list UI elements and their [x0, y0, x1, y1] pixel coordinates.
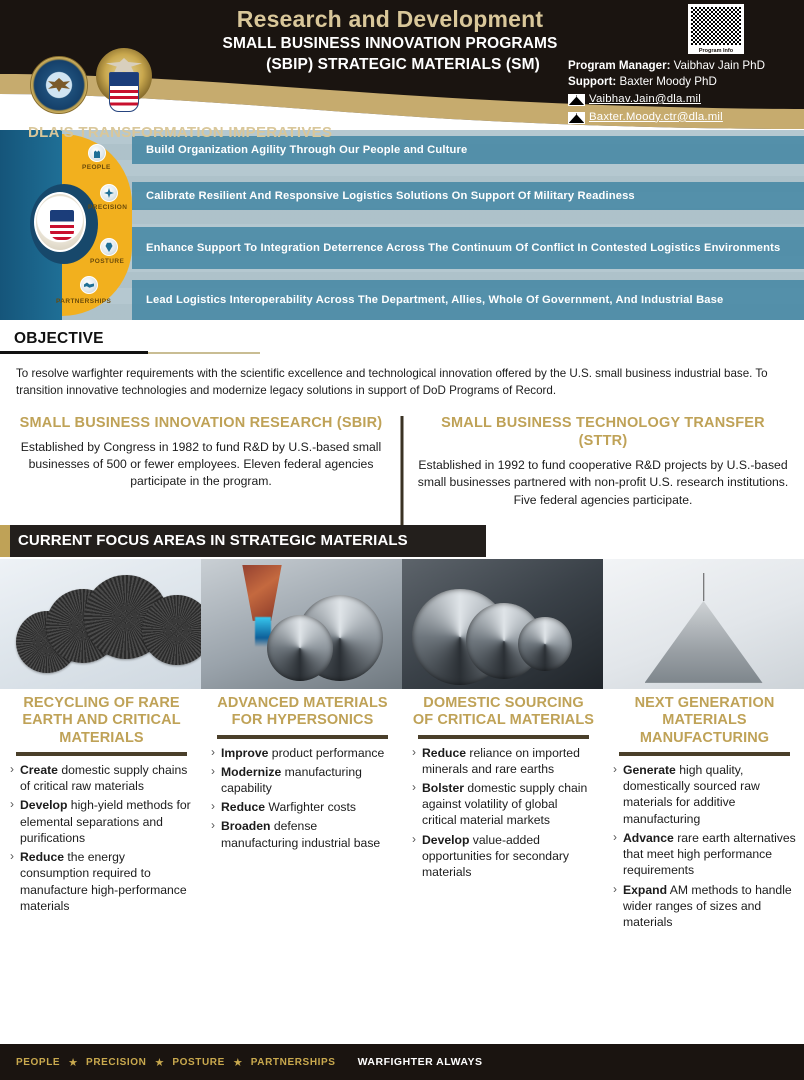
chevron-right-icon: › — [10, 849, 14, 864]
imperatives-title: DLA'S TRANSFORMATION IMPERATIVES — [28, 124, 333, 141]
people-icon — [88, 144, 106, 162]
focus-areas-columns — [0, 689, 804, 933]
list-item-rest: manufacturing capability — [221, 764, 362, 796]
chevron-right-icon: › — [211, 744, 215, 759]
list-item — [211, 764, 394, 796]
list-item-rest: Warfighter costs — [265, 800, 357, 815]
image-machined-metal-rings — [402, 559, 603, 689]
list-item-rest: reliance on imported minerals and rare earths — [422, 745, 580, 776]
list-item-rest: domestic supply chain against volatility of global critical material markets — [422, 781, 588, 828]
chevron-right-icon: › — [412, 780, 416, 795]
page-subtitle-line2: (SBIP) STRATEGIC MATERIALS (SM) — [266, 55, 540, 73]
email-link-manager[interactable]: Vaibhav.Jain@dla.mil — [589, 92, 702, 105]
list-item-rest: AM methods to handle wider ranges of sizes and materials — [623, 882, 792, 929]
list-item — [211, 745, 394, 761]
focus-column-hypersonics — [201, 695, 402, 933]
list-item-lead: Advance — [623, 830, 674, 845]
list-item-rest: product performance — [268, 745, 385, 760]
imperative-row-3: Enhance Support To Integration Deterrence Across The Continuum Of Conflict In Contested Logistics Environments — [132, 227, 804, 269]
program-info-qr[interactable] — [688, 4, 744, 54]
current-focus-banner-label: CURRENT FOCUS AREAS IN STRATEGIC MATERIALS — [18, 532, 408, 550]
list-item-lead: Broaden — [221, 819, 271, 834]
department-of-defense-seal-icon — [30, 56, 88, 114]
focus-rule — [418, 735, 589, 739]
header-titles — [180, 6, 600, 75]
chevron-right-icon: › — [211, 763, 215, 778]
image-recycled-rare-earth-discs — [0, 559, 201, 689]
email-row-manager[interactable] — [568, 92, 800, 108]
list-item-rest: high quality, domestically sourced raw materials for additive manufacturing — [623, 763, 760, 826]
qr-caption: Program Info — [688, 48, 744, 54]
contact-block — [568, 58, 800, 125]
wheel-label-precision: PRECISION — [88, 204, 128, 211]
list-item-lead: Bolster — [422, 781, 464, 796]
focus-image-strip — [0, 559, 804, 689]
footer-word-posture: POSTURE — [172, 1056, 225, 1068]
posture-pin-icon — [100, 238, 118, 256]
sttr-text: Established in 1992 to fund cooperative R&D projects by U.S.-based small businesses partnered with non-profit U.S. research institutions. Five federal agencies participate. — [417, 457, 789, 507]
list-item-rest: rare earth alternatives that meet high performance requirements — [623, 830, 796, 878]
list-item — [412, 745, 595, 777]
star-icon: ★ — [154, 1056, 165, 1069]
list-item — [10, 849, 193, 914]
list-item-lead: Develop — [20, 798, 68, 813]
page-title: Research and Development — [236, 6, 544, 32]
list-item-lead: Generate — [623, 763, 676, 777]
wheel-label-partnerships: PARTNERSHIPS — [56, 298, 112, 305]
program-manager-line — [568, 58, 800, 74]
partnerships-handshake-icon — [80, 276, 98, 294]
chevron-right-icon: › — [10, 797, 14, 812]
list-item-lead: Reduce — [221, 800, 266, 815]
list-item-lead: Modernize — [221, 764, 282, 779]
focus-heading-recycling: RECYCLING OF RARE EARTH AND CRITICAL MATERIALS — [22, 694, 181, 746]
agency-seals — [30, 48, 152, 114]
footer-word-partnerships: PARTNERSHIPS — [250, 1056, 336, 1068]
banner-gold-tab — [0, 525, 10, 557]
list-item — [412, 832, 595, 881]
list-item — [613, 882, 796, 931]
image-hypersonics-additive-nozzle — [201, 559, 402, 689]
focus-column-next-gen-manufacturing — [603, 695, 804, 933]
sbir-heading: SMALL BUSINESS INNOVATION RESEARCH (SBIR) — [19, 414, 383, 431]
current-focus-banner — [0, 525, 486, 557]
envelope-icon — [568, 112, 585, 124]
list-item-lead: Create — [20, 763, 58, 777]
focus-column-domestic-sourcing — [402, 695, 603, 933]
chevron-right-icon: › — [211, 799, 215, 814]
objective-section — [0, 320, 804, 509]
focus-rule — [217, 735, 388, 739]
email-row-support[interactable] — [568, 110, 800, 126]
list-item — [613, 762, 796, 827]
focus-rule — [619, 752, 790, 756]
imperatives-rows — [132, 130, 804, 320]
list-item-rest: defense manufacturing industrial base — [221, 819, 381, 850]
focus-column-recycling — [0, 695, 201, 933]
support-line — [568, 74, 800, 90]
chevron-right-icon: › — [613, 829, 617, 844]
focus-heading-next-gen-manufacturing: NEXT GENERATION MATERIALS MANUFACTURING — [634, 694, 775, 746]
footer-word-people: PEOPLE — [16, 1056, 61, 1068]
list-item — [10, 797, 193, 846]
list-item-rest: the energy consumption required to manufacture high-performance materials — [20, 850, 187, 913]
focus-banner-wrap — [0, 525, 804, 559]
objective-body-text: To resolve warfighter requirements with the scientific excellence and technological innovation offered by the U.S. small business industrial base. To transition innovative technologies and modernize legacy solutions in support of DoD Programs of Record. — [16, 367, 768, 397]
envelope-icon — [568, 94, 585, 106]
footer-tagline: WARFIGHTER ALWAYS — [357, 1056, 483, 1068]
chevron-right-icon: › — [613, 881, 617, 896]
focus-heading-hypersonics: ADVANCED MATERIALS FOR HYPERSONICS — [217, 694, 388, 729]
page-header — [0, 0, 804, 130]
chevron-right-icon: › — [613, 762, 617, 776]
list-item-lead: Expand — [623, 882, 668, 897]
chevron-right-icon: › — [412, 831, 416, 846]
list-item — [211, 799, 394, 815]
list-item-rest: domestic supply chains of critical raw materials — [20, 763, 188, 794]
transformation-imperatives-section — [0, 130, 804, 320]
list-item-lead: Develop — [422, 832, 470, 847]
objective-heading-block — [14, 330, 282, 354]
wheel-label-people: PEOPLE — [82, 164, 111, 171]
list-item-rest: high-yield methods for elemental separations and purifications — [20, 798, 191, 845]
list-item — [613, 830, 796, 879]
qr-code-icon[interactable] — [688, 4, 744, 48]
program-column-sbir — [0, 414, 402, 509]
focus-rule — [16, 752, 187, 756]
page-footer — [0, 1044, 804, 1080]
program-columns — [0, 414, 804, 509]
support-name: Baxter Moody PhD — [619, 74, 717, 88]
star-icon: ★ — [232, 1056, 243, 1069]
imperative-row-4: Lead Logistics Interoperability Across The Department, Allies, Whole Of Government, And Industrial Base — [132, 280, 804, 320]
list-item-lead: Reduce — [20, 850, 65, 865]
program-manager-label: Program Manager: — [568, 59, 671, 72]
imperative-row-1: Build Organization Agility Through Our People and Culture — [132, 136, 804, 164]
list-item — [10, 762, 193, 794]
list-item-lead: Improve — [221, 745, 269, 760]
dla-wheel-seal-icon — [34, 192, 86, 252]
program-column-sttr — [402, 414, 804, 509]
objective-rule — [0, 351, 520, 354]
dla-seal-icon — [96, 48, 152, 114]
support-label: Support: — [568, 74, 617, 88]
chevron-right-icon: › — [412, 744, 416, 759]
chevron-right-icon: › — [211, 818, 215, 833]
sbir-text: Established by Congress in 1982 to fund R&D by U.S.-based small businesses of 500 or fewer employees. Eleven federal agencies participate in the program. — [20, 439, 382, 489]
wheel-label-posture: POSTURE — [90, 258, 125, 265]
precision-target-icon — [100, 184, 118, 202]
imperative-row-2: Calibrate Resilient And Responsive Logistics Solutions On Support Of Military Readiness — [132, 182, 804, 210]
list-item — [211, 818, 394, 850]
page-subtitle-line1: SMALL BUSINESS INNOVATION PROGRAMS — [222, 34, 558, 52]
objective-title: OBJECTIVE — [14, 330, 104, 347]
focus-heading-domestic-sourcing: DOMESTIC SOURCING OF CRITICAL MATERIALS — [412, 694, 595, 729]
list-item-rest: value-added opportunities for secondary materials — [422, 832, 570, 880]
star-icon: ★ — [68, 1056, 79, 1069]
chevron-right-icon: › — [10, 762, 14, 776]
sttr-heading: SMALL BUSINESS TECHNOLOGY TRANSFER (STTR) — [441, 414, 765, 449]
list-item — [412, 780, 595, 829]
program-manager-name: Vaibhav Jain PhD — [673, 59, 765, 72]
footer-word-precision: PRECISION — [86, 1056, 147, 1068]
dla-transformation-wheel — [0, 130, 132, 320]
list-item-lead: Reduce — [422, 745, 467, 760]
email-link-support[interactable]: Baxter.Moody.ctr@dla.mil — [589, 110, 723, 123]
image-metal-powder-pile — [603, 559, 804, 689]
